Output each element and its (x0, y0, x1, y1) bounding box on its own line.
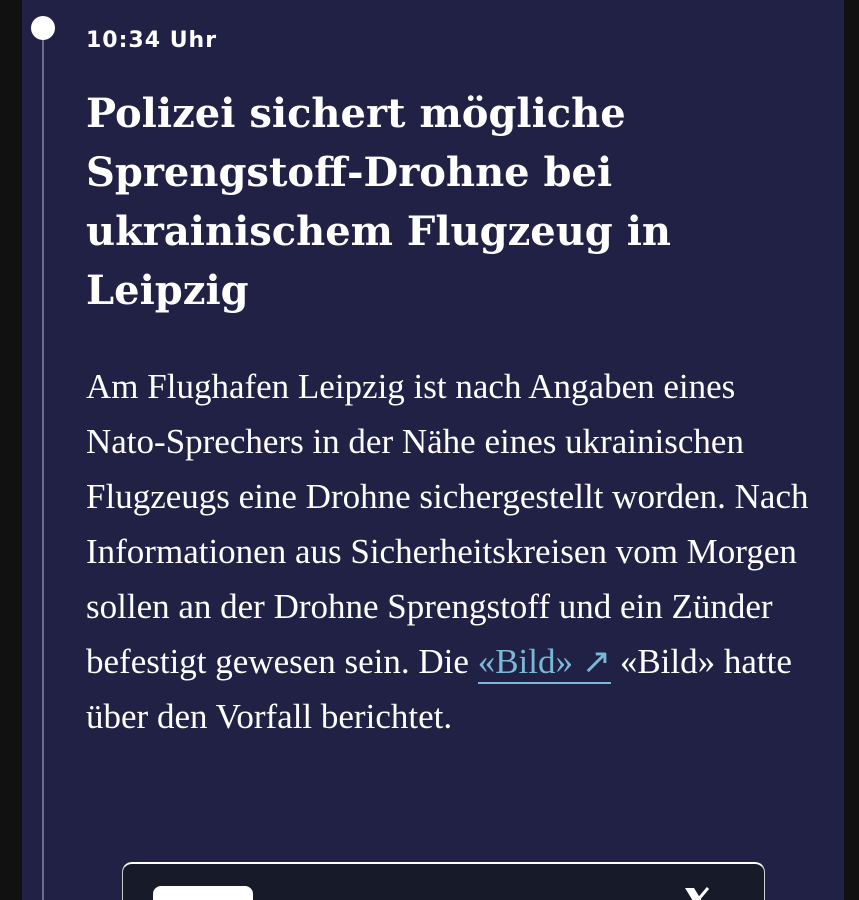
timeline-dot (31, 16, 55, 40)
bild-source-link[interactable]: «Bild» ↗ (478, 642, 611, 684)
embedded-post-card[interactable] (122, 862, 765, 900)
entry-headline: Polizei sichert mögliche Sprengstoff-Drohne bei ukrainischem Flugzeug in Leipzig (86, 90, 671, 314)
liveblog-page (22, 0, 844, 900)
entry-body (86, 359, 816, 744)
entry-timestamp: 10:34 Uhr (86, 28, 218, 53)
entry-body-text: Am Flughafen Leipzig ist nach Angaben eines Nato-Sprechers in der Nähe eines ukrainischen Flugzeugs eine Drohne sichergestellt worden. Nach Informationen aus Sicherheitskreisen vom Morgen sollen an der Drohne Sprengstoff und ein Zünder befestigt gewesen sein. Die (86, 367, 809, 681)
newspaper-logo-icon (153, 886, 253, 900)
entry-body-text-end: «Bild» hatte über den Vorfall berichtet. (86, 642, 792, 736)
x-logo-icon[interactable] (682, 886, 712, 900)
timeline-line (42, 18, 44, 900)
